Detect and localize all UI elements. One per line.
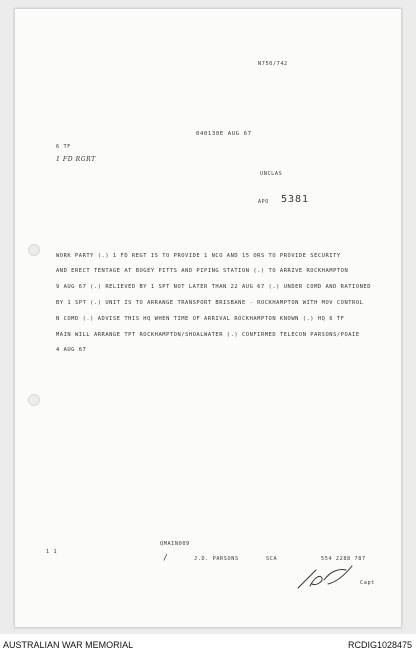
footer-bar xyxy=(0,636,416,654)
body-line-3: 9 AUG 67 (.) RELIEVED BY 1 SPT NOT LATER THAN 22 AUG 67 (.) UNDER COMD AND RATIONED xyxy=(56,284,372,290)
body-line-7: 4 AUG 67 xyxy=(56,347,87,353)
signatory-number: 554 2288 787 xyxy=(321,556,366,562)
signatory-rank-abbrev: SCA xyxy=(266,556,278,562)
signatory-rank: Capt xyxy=(360,580,375,586)
signature-code: QMAIN009 xyxy=(160,541,190,547)
signatory-name: J.D. PARSONS xyxy=(194,556,239,562)
body-line-6: MAIN WILL ARRANGE TPT ROCKHAMPTON/SHOALWATER (.) CONFIRMED TELECON PARSONS/POAIE xyxy=(56,332,360,338)
left-marks: 1 1 xyxy=(46,549,58,555)
ref-number: 5381 xyxy=(281,194,310,205)
archive-name: AUSTRALIAN WAR MEMORIAL xyxy=(3,640,134,650)
slash-mark: / xyxy=(163,553,169,562)
handwritten-signature xyxy=(292,560,362,596)
ref-label: APO xyxy=(258,199,269,205)
body-line-1: WORK PARTY (.) 1 FD REGT IS TO PROVIDE 1 NCO AND 15 ORS TO PROVIDE SECURITY xyxy=(56,253,341,259)
punch-hole-top xyxy=(28,244,40,256)
body-line-2: AND ERECT TENTAGE AT BOGEY PITTS AND PIPING STATION (.) TO ARRIVE ROCKHAMPTON xyxy=(56,268,349,274)
body-line-5: N COMD (.) ADVISE THIS HQ WHEN TIME OF ARRIVAL ROCKHAMPTON KNOWN (.) HQ 6 TF xyxy=(56,316,345,322)
to-unit-handwritten: 1 FD RGRT xyxy=(56,156,96,163)
body-line-4: BY 1 SPT (.) UNIT IS TO ARRANGE TRANSPORT BRISBANE - ROCKHAMPTON WITH MOV CONTROL xyxy=(56,300,364,306)
date-time-group: 040130E AUG 67 xyxy=(196,131,252,137)
archive-id: RCDIG1028475 xyxy=(347,640,412,650)
classification: UNCLAS xyxy=(260,171,283,177)
from-unit: 6 TF xyxy=(56,144,71,150)
punch-hole-bottom xyxy=(28,394,40,406)
reference-number-top: N750/742 xyxy=(258,61,288,67)
